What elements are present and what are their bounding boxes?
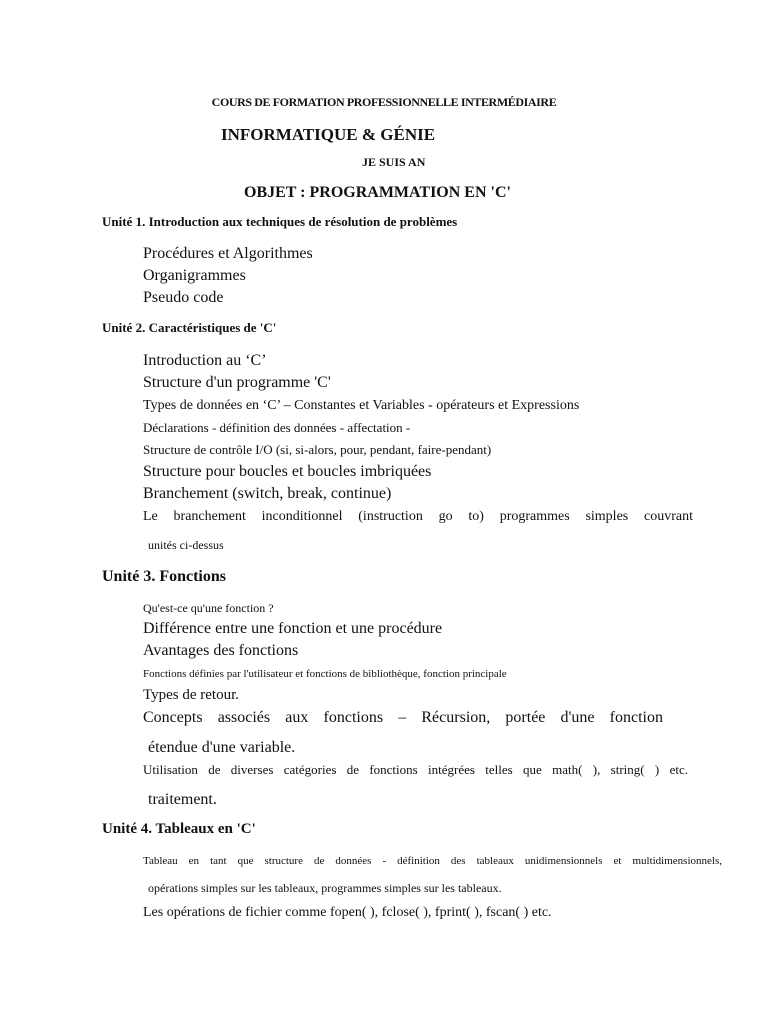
checkbox-icon [128, 484, 143, 502]
list-item: Utilisation de diverses catégories de fonctions intégrées telles que math( ), string( ) etc. [128, 762, 688, 778]
department-title: INFORMATIQUE & GÉNIE [221, 125, 436, 144]
checkbox-icon [128, 708, 143, 726]
list-item: Qu'est-ce qu'une fonction ? [128, 601, 274, 616]
checkbox-icon [128, 419, 143, 435]
list-item: Branchement (switch, break, continue) [128, 485, 391, 503]
list-item: Pseudo code [128, 289, 223, 307]
checkbox-icon [128, 904, 143, 920]
list-item-continuation: étendue d'une variable. [148, 739, 296, 756]
course-title: COURS DE FORMATION PROFESSIONNELLE INTERMÉDIAIRE [211, 95, 557, 109]
checkbox-icon [128, 462, 143, 480]
list-item: Organigrammes [128, 267, 246, 285]
checkbox-icon [128, 619, 143, 637]
list-item: Tableau en tant que structure de données - définition des tableaux unidimensionnels et multidimensionnels, [128, 855, 722, 867]
list-item: Procédures et Algorithmes [128, 245, 313, 263]
unit-1-heading: Unité 1. Introduction aux techniques de résolution de problèmes [102, 214, 458, 229]
list-item: Structure de contrôle I/O (si, si-alors, pour, pendant, faire-pendant) [128, 442, 491, 458]
checkbox-icon [128, 508, 143, 524]
list-item: Introduction au ‘C’ [128, 352, 267, 370]
list-item: Structure d'un programme 'C' [128, 374, 331, 392]
list-item: Avantages des fonctions [128, 642, 298, 660]
list-item: Types de données en ‘C’ – Constantes et Variables - opérateurs et Expressions [128, 398, 579, 414]
unit-2-heading: Unité 2. Caractéristiques de 'C' [102, 320, 277, 335]
checkbox-icon [128, 373, 143, 391]
checkbox-icon [128, 761, 143, 777]
subject-title: OBJET : PROGRAMMATION EN 'C' [244, 184, 511, 201]
checkbox-icon [128, 244, 143, 262]
list-item: Les opérations de fichier comme fopen( ), fclose( ), fprint( ), fscan( ) etc. [128, 905, 552, 921]
checkbox-icon [128, 667, 143, 679]
unit-3-heading: Unité 3. Fonctions [102, 568, 226, 585]
list-item: Déclarations - définition des données - affectation - [128, 420, 410, 436]
list-item-continuation: unités ci-dessus [148, 538, 224, 552]
subtitle-line: JE SUIS AN [362, 155, 426, 169]
list-item-continuation: traitement. [148, 791, 217, 808]
unit-4-heading: Unité 4. Tableaux en 'C' [102, 821, 256, 837]
checkbox-icon [128, 854, 143, 866]
list-item: Concepts associés aux fonctions – Récursion, portée d'une fonction [128, 709, 663, 727]
list-item-continuation: opérations simples sur les tableaux, programmes simples sur les tableaux. [148, 881, 502, 895]
list-item: Fonctions définies par l'utilisateur et fonctions de bibliothèque, fonction principale [128, 668, 507, 680]
checkbox-icon [128, 641, 143, 659]
checkbox-icon [128, 288, 143, 306]
checkbox-icon [128, 351, 143, 369]
checkbox-icon [128, 686, 143, 703]
checkbox-icon [128, 441, 143, 457]
list-item: Différence entre une fonction et une procédure [128, 620, 442, 638]
list-item: Structure pour boucles et boucles imbriquées [128, 463, 431, 481]
checkbox-icon [128, 266, 143, 284]
list-item: Le branchement inconditionnel (instruction go to) programmes simples couvrant [128, 509, 693, 525]
checkbox-icon [128, 397, 143, 413]
list-item: Types de retour. [128, 687, 239, 704]
checkbox-icon [128, 600, 143, 615]
